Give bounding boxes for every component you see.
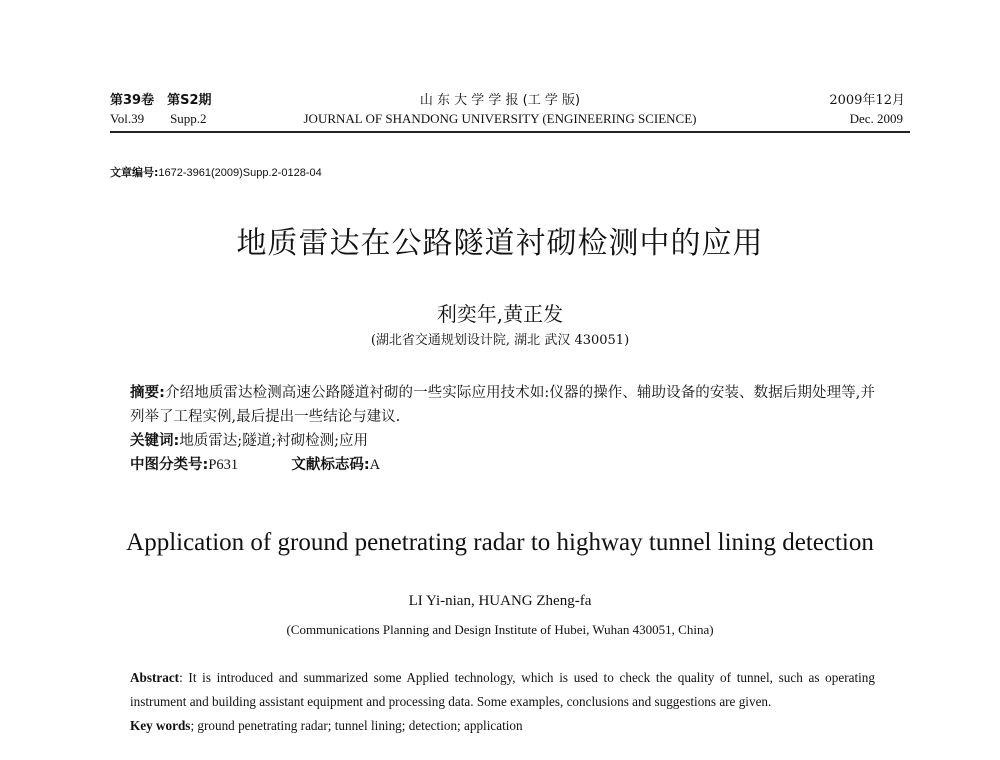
abstract-cn xyxy=(130,381,875,429)
article-id xyxy=(110,164,322,180)
date-cn: 2009年12月 xyxy=(829,93,905,108)
article-id-value: 1672-3961(2009)Supp.2-0128-04 xyxy=(158,167,322,179)
keywords-en xyxy=(130,714,875,738)
keywords-en-label: Key words xyxy=(130,718,191,733)
journal-en: JOURNAL OF SHANDONG UNIVERSITY (ENGINEERING SCIENCE) xyxy=(303,111,697,126)
keywords-cn xyxy=(130,429,875,453)
authors-en: LI Yi-nian, HUANG Zheng-fa xyxy=(408,593,592,609)
authors-cn: 利奕年,黄正发 xyxy=(436,302,564,326)
keywords-cn-label: 关键词: xyxy=(130,433,180,449)
keywords-en-text: ; ground penetrating radar; tunnel lining; detection; application xyxy=(190,718,523,733)
abstract-en-label: Abstract xyxy=(130,670,180,685)
abstract-en xyxy=(130,666,875,714)
volume-cn: 第39卷 第S2期 xyxy=(110,93,212,108)
classification xyxy=(130,453,875,477)
clc-label: 中图分类号: xyxy=(130,457,209,473)
date-en: Dec. 2009 xyxy=(849,111,903,126)
clc-value: P631 xyxy=(208,457,239,473)
abstract-cn-label: 摘要: xyxy=(130,385,165,401)
keywords-cn-text: 地质雷达;隧道;衬砌检测;应用 xyxy=(179,433,368,449)
affiliation-cn: (湖北省交通规划设计院, 湖北 武汉 430051) xyxy=(370,333,630,348)
title-cn: 地质雷达在公路隧道衬砌检测中的应用 xyxy=(236,226,764,261)
doc-code-label: 文献标志码: xyxy=(291,457,370,473)
affiliation-en: (Communications Planning and Design Institute of Hubei, Wuhan 430051, China) xyxy=(286,622,714,637)
doc-code-value: A xyxy=(369,457,381,473)
abstract-en-text: : It is introduced and summarized some Applied technology, which is used to check the quality of tunnel, such as operating instrument and building assistant equipment and processing data. Some examples, conclusions and suggestions are given. xyxy=(130,670,875,709)
abstract-cn-text: 介绍地质雷达检测高速公路隧道衬砌的一些实际应用技术如:仪器的操作、辅助设备的安装、数据后期处理等,并列举了工程实例,最后提出一些结论与建议. xyxy=(130,385,875,425)
article-id-label: 文章编号: xyxy=(110,166,159,179)
journal-cn: 山 东 大 学 学 报 (工 学 版) xyxy=(419,93,581,108)
volume-en: Vol.39 Supp.2 xyxy=(110,111,207,126)
header-rule xyxy=(110,131,910,133)
title-en: Application of ground penetrating radar to highway tunnel lining detection xyxy=(126,529,874,556)
